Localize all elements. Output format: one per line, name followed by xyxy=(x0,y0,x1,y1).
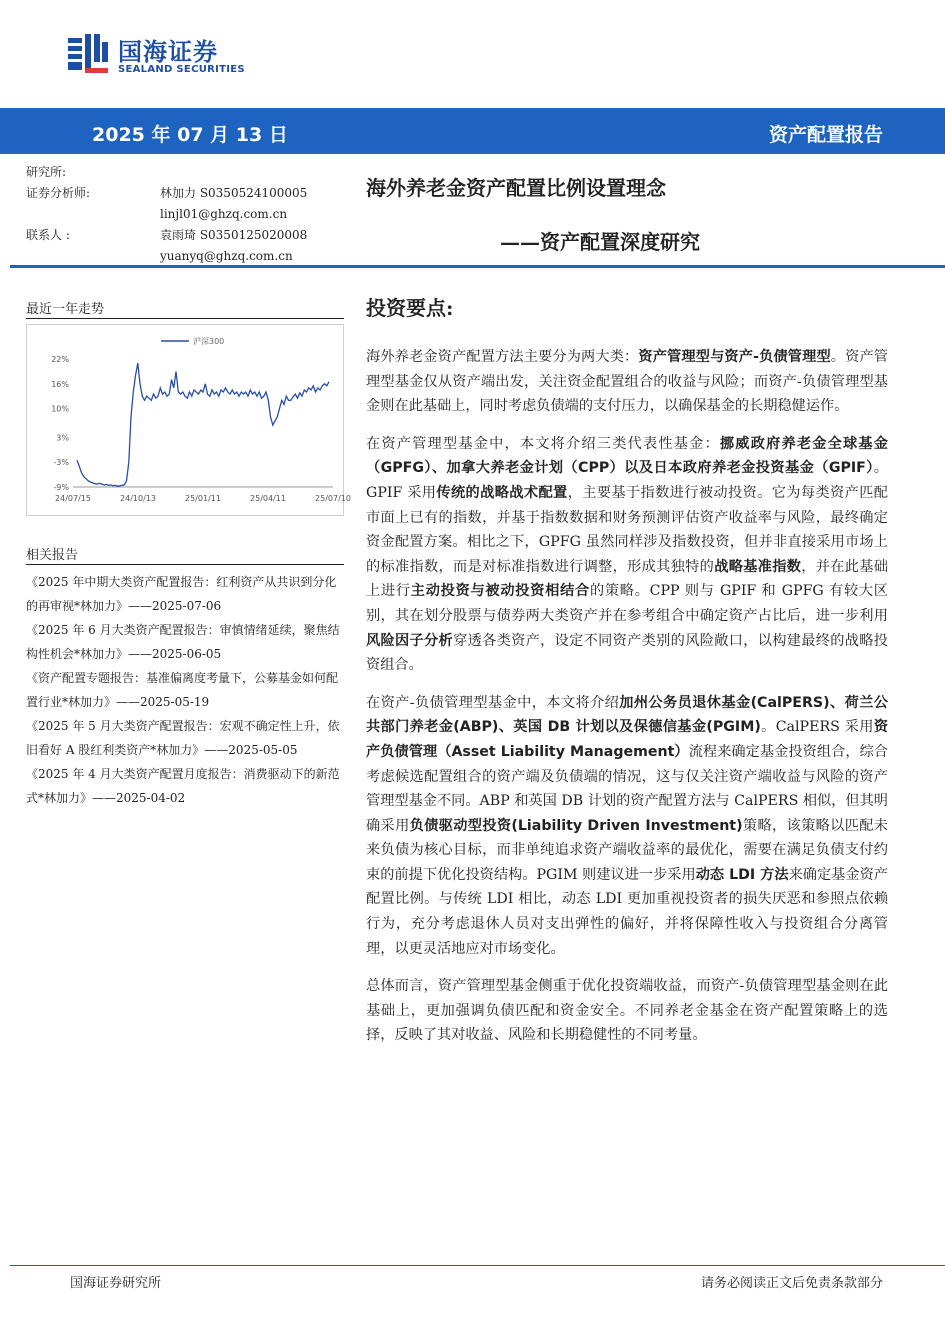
body-text: 在资产-负债管理型基金中，本文将介绍 xyxy=(366,694,620,711)
body-text: 。资产管理型基金仅从资产端出发，关注资金配置组合的收益与风险；而资产-负债管理型基金则在此基础上，同时考虑负债端的支付压力，以确保基金的长期稳健运作。 xyxy=(366,349,888,415)
emphasis-text: 挪威政府养老金全球基金（GPFG）、加拿大养老金计划（CPP）以及日本政府养老金投资基金（GPIF） xyxy=(366,435,888,477)
emphasis-text: 风险因子分析 xyxy=(366,632,454,649)
body-text: 总体而言，资产管理型基金侧重于优化投资端收益，而资产-负债管理型基金则在此基础上，更加强调负债匹配和资金安全。不同养老金基金在资产配置策略上的选择，反映了其对收益、风险和长期稳健性的不同考量。 xyxy=(366,978,888,1044)
analyst-label: 联系人 : xyxy=(26,228,70,242)
related-report-link[interactable]: 《资产配置专题报告：基准偏离度考量下，公募基金如何配置行业*林加力》——2025-05-19 xyxy=(26,671,339,709)
analyst-email: linjl01@ghzq.com.cn xyxy=(160,207,288,221)
logo-en-text: SEALAND SECURITIES xyxy=(118,64,245,75)
analyst-row xyxy=(26,183,346,204)
y-tick-label: 16% xyxy=(51,379,69,389)
body-text: ，主要基于指数进行被动投资。它为每类资产匹配市面上已有的指数，并基于指数数据和财务预测评估资产收益率与风险，最终确定资金配置方案。相比之下，GPFG 虽然同样涉及指数投资，但并非直接采用市场上的标准指数，而是对标准指数进行调整，形成其独特的 xyxy=(366,484,888,575)
emphasis-text: 资产负债管理（Asset Liability Management） xyxy=(366,719,889,760)
body-text: 来确定基金资产配置比例。与传统 LDI 相比，动态 LDI 更加重视投资者的损失厌恶和参照点依赖行为，充分考虑退休人员对支出弹性的偏好，并将保障性收入与投资组合分离管理，以更灵活地应对市场变化。 xyxy=(366,866,888,957)
points-body xyxy=(366,345,888,1061)
related-report-link[interactable]: 《2025 年 5 月大类资产配置报告：宏观不确定性上升，依旧看好 A 股红利类资产*林加力》——2025-05-05 xyxy=(26,719,340,757)
sealand-logo-icon xyxy=(66,32,110,76)
related-heading-rule xyxy=(26,564,344,565)
analyst-row xyxy=(26,204,346,225)
analyst-value: 袁雨琦 S0350125020008 xyxy=(160,228,308,242)
report-title: 海外养老金资产配置比例设置理念 xyxy=(366,176,666,200)
y-tick-label: 3% xyxy=(56,433,69,443)
body-text: 流程来确定基金投资组合，综合考虑候选配置组合的资产端及负债端的情况，这与仅关注资产端收益与风险的资产管理型基金不同。ABP 和英国 DB 计划的资产配置方法与 CalPERS 相似，但其明确采用 xyxy=(366,743,888,834)
points-paragraph xyxy=(366,345,888,419)
analyst-email: yuanyq@ghzq.com.cn xyxy=(160,249,293,263)
y-tick-label: 22% xyxy=(51,355,69,364)
emphasis-text: 资产管理型与资产-负债管理型 xyxy=(638,349,831,365)
related-heading: 相关报告 xyxy=(26,548,79,563)
legend-label: 沪深300 xyxy=(193,337,225,346)
y-tick-label: -9% xyxy=(53,483,69,492)
report-subtitle: ——资产配置深度研究 xyxy=(500,230,700,254)
series-line xyxy=(77,363,329,486)
trend-chart xyxy=(26,324,351,516)
body-text: 穿透各类资产，设定不同资产类别的风险敞口，以构建最终的战略投资组合。 xyxy=(366,632,888,674)
trend-heading: 最近一年走势 xyxy=(26,302,105,317)
emphasis-text: 主动投资与被动投资相结合 xyxy=(410,583,590,600)
points-paragraph xyxy=(366,691,888,962)
y-tick-label: 10% xyxy=(51,404,69,414)
analyst-row xyxy=(26,162,346,183)
points-heading: 投资要点: xyxy=(366,296,454,320)
body-text: ，并在此基础上进行 xyxy=(366,558,888,600)
related-report-link[interactable]: 《2025 年中期大类资产配置报告：红利资产从共识到分化的再审视*林加力》——2025-07-06 xyxy=(26,575,337,613)
emphasis-text: 战略基准指数 xyxy=(714,558,802,575)
company-logo xyxy=(66,30,246,78)
body-text: 策略，该策略以匹配未来负债为核心目标，而非单纯追求资产端收益率的最优化，需要在满足负债支付约束的前提下优化投资结构。PGIM 则建议进一步采用 xyxy=(366,817,888,883)
emphasis-text: 加州公务员退休基金(CalPERS)、荷兰公共部门养老金(ABP)、英国 DB 计划以及保德信基金(PGIM) xyxy=(366,694,888,736)
analyst-label: 证券分析师: xyxy=(26,186,91,200)
report-date: 2025 年 07 月 13 日 xyxy=(92,124,288,146)
trend-chart-svg xyxy=(27,325,351,515)
related-report-link[interactable]: 《2025 年 4 月大类资产配置月度报告：消费驱动下的新范式*林加力》——2025-04-02 xyxy=(26,767,340,805)
analyst-value: 林加力 S0350524100005 xyxy=(160,186,308,200)
related-report-link[interactable]: 《2025 年 6 月大类资产配置报告：审慎情绪延续，聚焦结构性机会*林加力》——2025-06-05 xyxy=(26,623,340,661)
points-paragraph xyxy=(366,974,888,1048)
emphasis-text: 动态 LDI 方法 xyxy=(695,866,789,883)
body-text: 的策略。CPP 则与 GPIF 和 GPFG 有较大区别，其在划分股票与债券两大类资产并在参考组合中确定资产占比后，进一步利用 xyxy=(366,583,888,624)
x-tick-label: 24/07/15 xyxy=(55,494,91,503)
analyst-label: 研究所: xyxy=(26,165,67,179)
x-tick-label: 25/01/11 xyxy=(185,494,221,503)
footer-institute: 国海证券研究所 xyxy=(70,1276,162,1291)
analyst-info xyxy=(26,162,346,267)
x-tick-label: 25/04/11 xyxy=(250,494,286,503)
points-paragraph xyxy=(366,432,888,678)
emphasis-text: 负债驱动型投资(Liability Driven Investment) xyxy=(409,817,743,834)
report-type: 资产配置报告 xyxy=(768,124,883,146)
footer-divider xyxy=(10,1265,945,1266)
body-text: 。CalPERS 采用 xyxy=(760,719,874,736)
analyst-row xyxy=(26,225,346,246)
x-tick-label: 24/10/13 xyxy=(120,494,156,503)
logo-cn-text: 国海证券 xyxy=(118,38,218,66)
emphasis-text: 传统的战略战术配置 xyxy=(436,484,568,501)
trend-heading-rule xyxy=(26,318,344,319)
body-text: 海外养老金资产配置方法主要分为两大类： xyxy=(366,349,639,365)
body-text: 在资产管理型基金中，本文将介绍三类代表性基金： xyxy=(366,435,720,452)
analyst-row xyxy=(26,246,346,267)
body-text: 。GPIF 采用 xyxy=(366,460,888,501)
date-banner xyxy=(0,108,945,154)
related-reports xyxy=(26,570,344,810)
y-tick-label: -3% xyxy=(53,458,69,468)
footer-disclaimer: 请务必阅读正文后免责条款部分 xyxy=(700,1276,883,1291)
header-divider xyxy=(10,265,945,268)
x-tick-label: 25/07/10 xyxy=(315,494,351,503)
